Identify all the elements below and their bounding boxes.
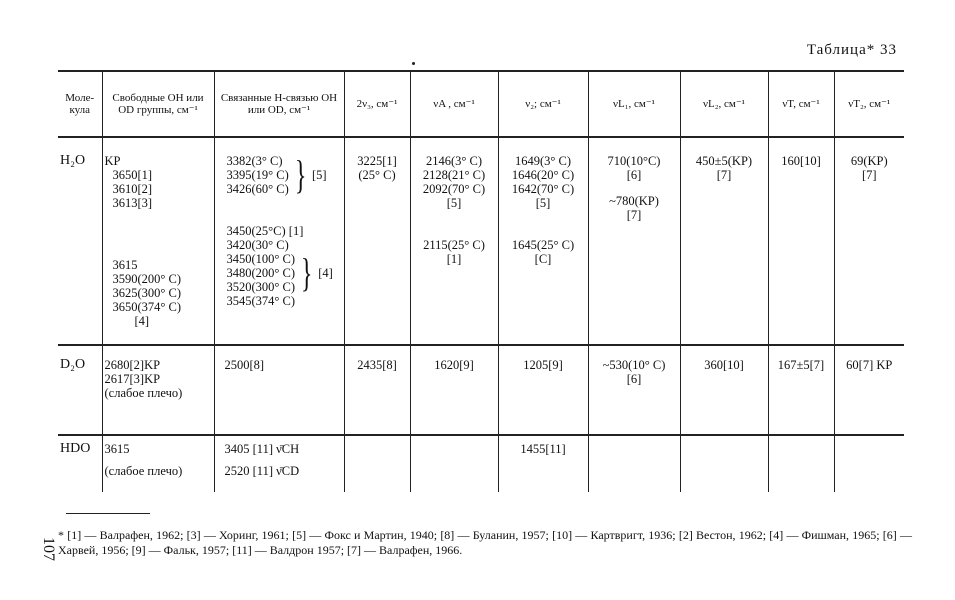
- v3-cell: [344, 345, 410, 435]
- cell-text: 3615: [112, 258, 138, 272]
- cell-text: 360[10]: [704, 358, 744, 372]
- cell-text: 2617[3]KP: [104, 372, 161, 386]
- footnote: * [1] — Валрафен, 1962; [3] — Хоринг, 1961; [5] — Фокс и Мартин, 1940; [8] — Буланин, 1957; [10] — Картвригт, 1936; [2] Вестон, 1962; [4] — Фишман, 1965; [6] — Харвей, 1956; [9] — Фальк, 1957; [11] — Валдрон 1957; [7] — Валрафен, 1966.: [58, 528, 912, 557]
- print-dot: [412, 62, 415, 65]
- cell-text: 1642(70° C): [511, 182, 575, 196]
- cell-text: (слабое плечо): [104, 464, 183, 478]
- cell-text: 2500[8]: [224, 358, 265, 372]
- v3-cell: [344, 137, 410, 345]
- header-row: [58, 71, 904, 137]
- cell-text: 3613[3]: [112, 196, 153, 210]
- molecule-cell: [58, 435, 102, 492]
- free-cell: [102, 435, 214, 492]
- cell-text: 1645(25° C): [511, 238, 575, 252]
- v2-cell: [498, 435, 588, 492]
- cell-text: [5]: [312, 168, 327, 182]
- cell-text: 3480(200° C): [226, 266, 296, 280]
- page-number: 107: [40, 537, 57, 561]
- vl1-cell: [588, 345, 680, 435]
- cell-text: [5]: [535, 196, 551, 210]
- cell-text: 710(10°C): [607, 154, 661, 168]
- cell-text: 2680[2]KP: [104, 358, 161, 372]
- va-cell: [410, 435, 498, 492]
- vt2-cell: [834, 435, 904, 492]
- molecule-label: HDO: [60, 441, 91, 456]
- brace-group: [105, 258, 212, 328]
- header-v2: ν₂; см⁻¹: [498, 71, 588, 137]
- cell-text: 1620[9]: [434, 358, 474, 372]
- header-va: νA , см⁻¹: [410, 71, 498, 137]
- vl2-cell: [680, 137, 768, 345]
- cell-text: [C]: [534, 252, 552, 266]
- cell-text: 3590(200° C): [112, 272, 182, 286]
- free-cell: [102, 345, 214, 435]
- cell-text: 2128(21° C): [422, 168, 486, 182]
- vl1-cell: [588, 137, 680, 345]
- cell-text: 3610[2]: [112, 182, 153, 196]
- vt2-cell: [834, 345, 904, 435]
- header-free: Свободные OH или OD группы, см⁻¹: [102, 71, 214, 137]
- cell-text: 160[10]: [781, 154, 821, 168]
- vl1-cell: [588, 435, 680, 492]
- molecule-label: H₂O: [60, 153, 86, 168]
- cell-text: 2520 [11] ν̄CD: [224, 464, 300, 478]
- cell-text: (слабое плечо): [104, 386, 183, 400]
- cell-text: 3395(19° C): [226, 168, 289, 182]
- header-vl2: νL₂, см⁻¹: [680, 71, 768, 137]
- molecule-cell: [58, 345, 102, 435]
- footnote-rule: [66, 513, 150, 514]
- cell-text: [7]: [626, 208, 642, 222]
- bound-cell: [214, 435, 344, 492]
- v3-cell: [344, 435, 410, 492]
- cell-text: 3615: [104, 442, 130, 456]
- cell-text: 3650[1]: [112, 168, 153, 182]
- cell-text: 3426(60° C): [226, 182, 289, 196]
- cell-text: [7]: [716, 168, 732, 182]
- cell-text: 3420(30° C): [226, 238, 289, 252]
- cell-text: ~780(KP): [609, 194, 659, 208]
- cell-text: 1455[11]: [520, 442, 566, 456]
- cell-text: 3382(3° C): [226, 154, 283, 168]
- cell-text: 2115(25° C): [423, 238, 485, 252]
- bound-cell: [214, 345, 344, 435]
- cell-text: 3450(100° C): [226, 252, 296, 266]
- vl2-cell: [680, 345, 768, 435]
- v2-cell: [498, 345, 588, 435]
- molecule-cell: [58, 137, 102, 345]
- cell-text: 3545(374° C): [226, 294, 296, 308]
- cell-text: 2435[8]: [357, 358, 397, 372]
- header-bound: Связанные H-связью OH или OD, см⁻¹: [214, 71, 344, 137]
- cell-text: 1649(3° C): [514, 154, 572, 168]
- table-row: [58, 435, 904, 492]
- va-cell: [410, 345, 498, 435]
- brace-group: [217, 154, 342, 196]
- brace-icon: }: [300, 250, 313, 295]
- cell-text: ~530(10° C): [602, 358, 666, 372]
- cell-text: 2146(3° C): [425, 154, 483, 168]
- cell-text: [7]: [861, 168, 877, 182]
- header-vl1: νL₁, см⁻¹: [588, 71, 680, 137]
- cell-text: 3625(300° C): [112, 286, 182, 300]
- cell-text: 2092(70° C): [422, 182, 486, 196]
- cell-text: [6]: [626, 372, 642, 386]
- cell-text: 3450(25°C) [1]: [226, 224, 304, 238]
- cell-text: [1]: [446, 252, 462, 266]
- cell-text: 3225[1]: [357, 154, 397, 168]
- vt-cell: [768, 345, 834, 435]
- vl2-cell: [680, 435, 768, 492]
- cell-text: 3405 [11] ν̄CH: [224, 442, 300, 456]
- cell-text: [4]: [318, 266, 333, 280]
- table-row: [58, 137, 904, 345]
- cell-text: 1205[9]: [523, 358, 563, 372]
- header-molecule: Моле-кула: [58, 71, 102, 137]
- header-vt: νT, см⁻¹: [768, 71, 834, 137]
- cell-text: 1646(20° C): [511, 168, 575, 182]
- cell-text: [6]: [626, 168, 642, 182]
- cell-text: [4]: [134, 314, 150, 328]
- cell-text: 3650(374° C): [112, 300, 182, 314]
- header-2v3: 2ν₃, см⁻¹: [344, 71, 410, 137]
- va-cell: [410, 137, 498, 345]
- cell-text: 60[7] KP: [846, 358, 893, 372]
- cell-text: 69(KP): [850, 154, 888, 168]
- cell-text: 450±5(KP): [695, 154, 753, 168]
- table-caption: Таблица* 33: [806, 42, 897, 58]
- cell-text: KP: [104, 154, 121, 168]
- v2-cell: [498, 137, 588, 345]
- bound-cell: [214, 137, 344, 345]
- vt-cell: [768, 435, 834, 492]
- brace-group: [217, 238, 342, 308]
- cell-text: 3520(300° C): [226, 280, 296, 294]
- molecule-label: D₂O: [60, 357, 86, 372]
- brace-icon: }: [294, 152, 307, 197]
- cell-text: 167±5[7]: [777, 358, 825, 372]
- vt2-cell: [834, 137, 904, 345]
- cell-text: [5]: [446, 196, 462, 210]
- free-cell: [102, 137, 214, 345]
- header-vt2: νT₂, см⁻¹: [834, 71, 904, 137]
- table-row: [58, 345, 904, 435]
- data-table: [58, 70, 904, 492]
- cell-text: (25° C): [358, 168, 396, 182]
- vt-cell: [768, 137, 834, 345]
